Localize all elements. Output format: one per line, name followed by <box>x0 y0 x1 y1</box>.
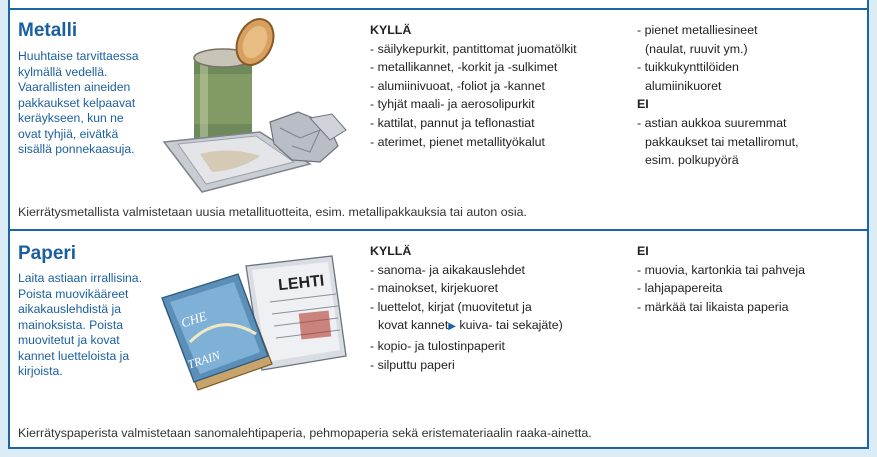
metal-waste-illustration <box>160 14 350 199</box>
paper-yes-heading: KYLLÄ <box>370 244 412 258</box>
list-item: - metallikannet, -korkit ja -sulkimet <box>370 60 558 75</box>
list-item: - silputtu paperi <box>370 357 455 372</box>
list-item: - muovia, kartonkia tai pahveja <box>637 262 806 277</box>
paper-desc-line: mainoksista. Poista <box>18 317 123 332</box>
list-item: - astian aukkoa suuremmat <box>637 115 787 130</box>
paper-yes-column <box>370 242 563 374</box>
metal-second-column <box>637 21 799 170</box>
paper-no-column <box>637 242 805 316</box>
list-item-text: kuiva- tai sekajäte) <box>455 318 563 333</box>
list-item: - säilykepurkit, pantittomat juomatölkit <box>370 41 577 56</box>
list-item: - mainokset, kirjekuoret <box>370 281 499 296</box>
list-item: - kattilat, pannut ja teflonastiat <box>370 115 535 130</box>
metal-desc-line: Vaarallisten aineiden <box>18 80 131 94</box>
list-item: - lahjapapereita <box>637 281 723 296</box>
paper-desc-line: Poista muovikääreet <box>18 286 129 301</box>
arrow-right-icon: ▶ <box>448 321 456 333</box>
list-item: - tyhjät maali- ja aerosolipurkit <box>370 97 535 112</box>
paper-no-heading: EI <box>637 244 649 258</box>
metal-desc-line: ovat tyhjiä, eivätkä <box>18 126 119 141</box>
metal-yes-heading: KYLLÄ <box>370 23 412 37</box>
paper-description <box>18 271 158 380</box>
metal-title: Metalli <box>18 20 78 41</box>
paper-desc-line: Laita astiaan irrallisina. <box>18 271 142 285</box>
paper-title: Paperi <box>18 243 77 264</box>
paper-desc-line: kannet luetteloista ja <box>18 348 130 363</box>
list-item: (naulat, ruuvit ym.) <box>645 41 748 56</box>
top-divider <box>10 8 867 10</box>
paper-footer: Kierrätyspaperista valmistetaan sanomalehtipaperia, pehmopaperia sekä eristemateriaalin raaka-ainetta. <box>18 426 592 440</box>
list-item: esim. polkupyörä <box>645 153 739 168</box>
list-item: alumiinikuoret <box>645 78 722 93</box>
metal-no-heading: EI <box>637 97 649 112</box>
paper-desc-line: muovitetut ja kovat <box>18 333 120 347</box>
paper-desc-line: kirjoista. <box>18 364 63 378</box>
list-item <box>370 316 563 337</box>
list-item: - kopio- ja tulostinpaperit <box>370 338 505 353</box>
list-item: - luettelot, kirjat (muovitetut ja <box>370 299 532 314</box>
magazine-label: TRAIN <box>185 348 222 372</box>
list-item: - tuikkukynttilöiden <box>637 60 739 75</box>
metal-description <box>18 49 158 158</box>
list-item-text: kovat kannet <box>378 318 449 333</box>
metal-footer: Kierrätysmetallista valmistetaan uusia metallituotteita, esim. metallipakkauksia tai auton osia. <box>18 205 527 219</box>
metal-desc-line: pakkaukset kelpaavat <box>18 95 136 110</box>
newspaper-label: LEHTI <box>277 272 326 295</box>
metal-yes-column <box>370 21 577 151</box>
list-item: - alumiinivuoat, -foliot ja -kannet <box>370 78 545 93</box>
list-item: - märkää tai likaista paperia <box>637 299 789 314</box>
list-item: - aterimet, pienet metallityökalut <box>370 134 545 149</box>
metal-desc-line: keräykseen, kun ne <box>18 111 124 125</box>
list-item: - sanoma- ja aikakauslehdet <box>370 262 525 277</box>
metal-desc-line: sisällä ponnekaasuja. <box>18 142 135 156</box>
paper-desc-line: aikakauslehdistä ja <box>18 302 121 316</box>
magazine-label: CHE <box>179 308 209 331</box>
metal-desc-line: Huuhtaise tarvittaessa <box>18 49 139 63</box>
list-item: - pienet metalliesineet <box>637 23 758 37</box>
metal-desc-line: kylmällä vedellä. <box>18 64 108 79</box>
list-item: pakkaukset tai metalliromut, <box>645 134 799 149</box>
paper-waste-illustration <box>160 252 350 397</box>
section-divider <box>10 229 867 231</box>
